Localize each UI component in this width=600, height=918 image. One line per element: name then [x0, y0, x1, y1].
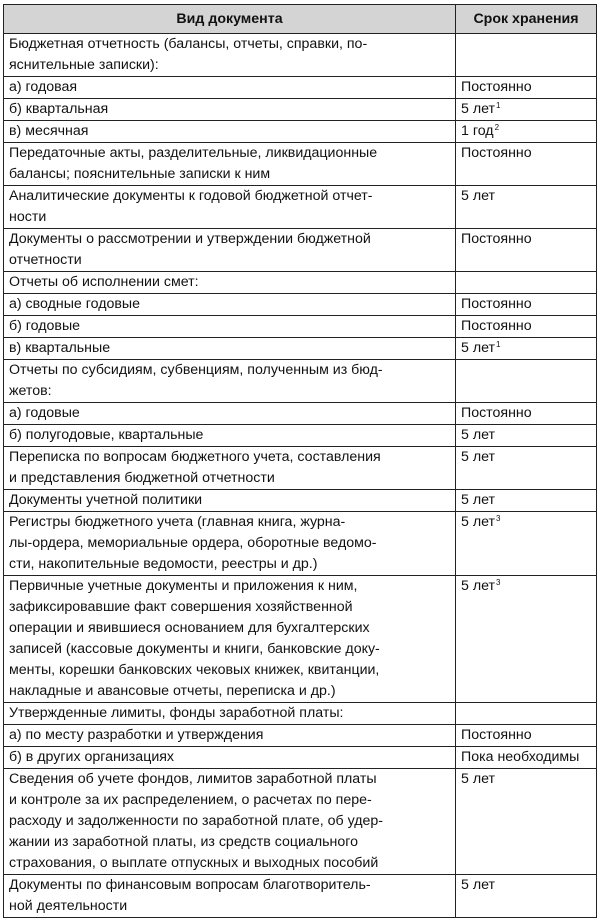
footnote-mark: 1 — [496, 340, 501, 349]
retention-term-cell — [456, 425, 597, 447]
doc-type-line: Сведения об учете фондов, лимитов заработной платы — [9, 771, 377, 787]
doc-type-line: балансы; пояснительные записки к ним — [9, 166, 271, 182]
retention-term: 5 лет — [461, 877, 496, 893]
doc-type-line: лы-ордера, мемориальные ордера, оборотные ведомо- — [9, 535, 377, 551]
doc-type-line: Первичные учетные документы и приложения к ним, — [9, 578, 358, 594]
doc-type-line: ности — [9, 209, 47, 225]
doc-type-line: менты, корешки банковских чековых книжек, квитанции, — [9, 662, 380, 678]
doc-type-line: б) полугодовые, квартальные — [9, 427, 204, 443]
table-row — [4, 490, 597, 512]
doc-type-line: отчетности — [9, 252, 82, 268]
table-body — [4, 34, 597, 918]
retention-table — [3, 4, 597, 918]
retention-term: 5 лет — [461, 427, 496, 443]
footnote-mark: 3 — [496, 578, 501, 587]
retention-term-cell — [456, 703, 597, 725]
table-row — [4, 294, 597, 316]
retention-term-cell — [456, 769, 597, 875]
retention-term-cell — [456, 143, 597, 186]
table-row — [4, 403, 597, 425]
retention-term-cell — [456, 34, 597, 77]
retention-term: 5 лет — [461, 449, 496, 465]
doc-type-cell — [4, 99, 456, 121]
doc-type-cell — [4, 512, 456, 576]
table-row — [4, 447, 597, 490]
doc-type-line: а) годовая — [9, 79, 78, 95]
retention-term: 1 год — [461, 123, 494, 139]
retention-term: 5 лет — [461, 578, 496, 594]
doc-type-line: жетов: — [9, 383, 52, 399]
table-row — [4, 425, 597, 447]
retention-term: 5 лет — [461, 771, 496, 787]
table-row — [4, 725, 597, 747]
doc-type-cell — [4, 490, 456, 512]
doc-type-line: Документы по финансовым вопросам благотворитель- — [9, 877, 371, 893]
doc-type-cell — [4, 186, 456, 229]
retention-term-cell — [456, 403, 597, 425]
doc-type-line: жании из заработной платы, из средств социального — [9, 834, 358, 850]
retention-term-cell — [456, 77, 597, 99]
doc-type-line: и контроле за их распределением, о расчетах по пере- — [9, 792, 372, 808]
doc-type-line: а) по месту разработки и утверждения — [9, 727, 264, 743]
doc-type-line: Утвержденные лимиты, фонды заработной платы: — [9, 705, 344, 721]
doc-type-cell — [4, 316, 456, 338]
table-row — [4, 77, 597, 99]
doc-type-line: в) месячная — [9, 123, 89, 139]
doc-type-line: Документы учетной политики — [9, 492, 203, 508]
table-row — [4, 34, 597, 77]
retention-term-cell — [456, 186, 597, 229]
doc-type-line: Отчеты об исполнении смет: — [9, 274, 199, 290]
doc-type-cell — [4, 576, 456, 703]
doc-type-line: расходу и задолженности по заработной плате, об удер- — [9, 813, 383, 829]
retention-term-cell — [456, 576, 597, 703]
doc-type-cell — [4, 272, 456, 294]
table-row — [4, 186, 597, 229]
retention-term-cell — [456, 447, 597, 490]
doc-type-cell — [4, 294, 456, 316]
doc-type-cell — [4, 425, 456, 447]
header-doc-type: Вид документа — [4, 5, 456, 34]
doc-type-cell — [4, 703, 456, 725]
table-row — [4, 703, 597, 725]
retention-term: 5 лет — [461, 492, 496, 508]
retention-term-cell — [456, 725, 597, 747]
doc-type-cell — [4, 360, 456, 403]
doc-type-line: в) квартальные — [9, 340, 111, 356]
doc-type-line: сти, накопительные ведомости, реестры и др.) — [9, 556, 318, 572]
retention-term: Постоянно — [461, 318, 532, 334]
table-row — [4, 512, 597, 576]
table-row — [4, 769, 597, 875]
doc-type-line: Отчеты по субсидиям, субвенциям, полученным из бюд- — [9, 362, 383, 378]
retention-term: Постоянно — [461, 79, 532, 95]
footnote-mark: 2 — [494, 123, 500, 132]
doc-type-line: и представления бюджетной отчетности — [9, 470, 275, 486]
doc-type-cell — [4, 338, 456, 360]
retention-term-cell — [456, 99, 597, 121]
table-row — [4, 99, 597, 121]
doc-type-cell — [4, 143, 456, 186]
doc-type-cell — [4, 403, 456, 425]
table-row — [4, 229, 597, 272]
doc-type-cell — [4, 725, 456, 747]
doc-type-line: б) в других организациях — [9, 749, 175, 765]
doc-type-line: Регистры бюджетного учета (главная книга, журна- — [9, 514, 346, 530]
doc-type-line: страхования, о выплате отпускных и выходных пособий — [9, 855, 379, 871]
table-row — [4, 272, 597, 294]
doc-type-line: б) квартальная — [9, 101, 109, 117]
doc-type-line: яснительные записки): — [9, 57, 159, 73]
doc-type-cell — [4, 747, 456, 769]
retention-term-cell — [456, 490, 597, 512]
table-row — [4, 338, 597, 360]
retention-term-cell — [456, 512, 597, 576]
doc-type-line: записей (кассовые документы и книги, банковские доку- — [9, 641, 380, 657]
doc-type-line: Переписка по вопросам бюджетного учета, составления — [9, 449, 381, 465]
doc-type-cell — [4, 447, 456, 490]
footnote-mark: 1 — [496, 101, 501, 110]
retention-term-cell — [456, 272, 597, 294]
retention-term: 5 лет — [461, 188, 496, 204]
doc-type-line: б) годовые — [9, 318, 81, 334]
table-row — [4, 360, 597, 403]
retention-term: Постоянно — [461, 727, 532, 743]
doc-type-cell — [4, 875, 456, 918]
doc-type-cell — [4, 229, 456, 272]
doc-type-line: операции и явившиеся основанием для бухгалтерских — [9, 620, 370, 636]
retention-term-cell — [456, 338, 597, 360]
footnote-mark: 3 — [496, 514, 501, 523]
doc-type-line: Аналитические документы к годовой бюджетной отчет- — [9, 188, 373, 204]
header-term: Срок хранения — [456, 5, 597, 34]
doc-type-line: накладные и авансовые отчеты, переписка и др.) — [9, 683, 336, 699]
doc-type-line: а) годовые — [9, 405, 80, 421]
doc-type-line: Документы о рассмотрении и утверждении бюджетной — [9, 231, 371, 247]
retention-term-cell — [456, 875, 597, 918]
doc-type-cell — [4, 77, 456, 99]
retention-term: Постоянно — [461, 231, 532, 247]
retention-term-cell — [456, 229, 597, 272]
table-row — [4, 143, 597, 186]
retention-term-cell — [456, 316, 597, 338]
doc-type-cell — [4, 769, 456, 875]
retention-term: Постоянно — [461, 296, 532, 312]
retention-term: 5 лет — [461, 340, 496, 356]
table-row — [4, 747, 597, 769]
retention-term-cell — [456, 360, 597, 403]
doc-type-line: ной деятельности — [9, 898, 128, 914]
doc-type-line: Передаточные акты, разделительные, ликвидационные — [9, 145, 378, 161]
doc-type-line: а) сводные годовые — [9, 296, 140, 312]
retention-term: Постоянно — [461, 145, 532, 161]
retention-term: 5 лет — [461, 101, 496, 117]
header-row — [4, 5, 597, 34]
table-row — [4, 875, 597, 918]
doc-type-line: зафиксировавшие факт совершения хозяйственной — [9, 599, 353, 615]
retention-term-cell — [456, 121, 597, 143]
retention-term-cell — [456, 747, 597, 769]
table-row — [4, 121, 597, 143]
retention-term-cell — [456, 294, 597, 316]
retention-term: 5 лет — [461, 514, 496, 530]
doc-type-line: Бюджетная отчетность (балансы, отчеты, справки, по- — [9, 36, 368, 52]
retention-term: Пока необходимы — [461, 749, 580, 765]
doc-type-cell — [4, 34, 456, 77]
retention-term: Постоянно — [461, 405, 532, 421]
table-row — [4, 576, 597, 703]
table-row — [4, 316, 597, 338]
doc-type-cell — [4, 121, 456, 143]
